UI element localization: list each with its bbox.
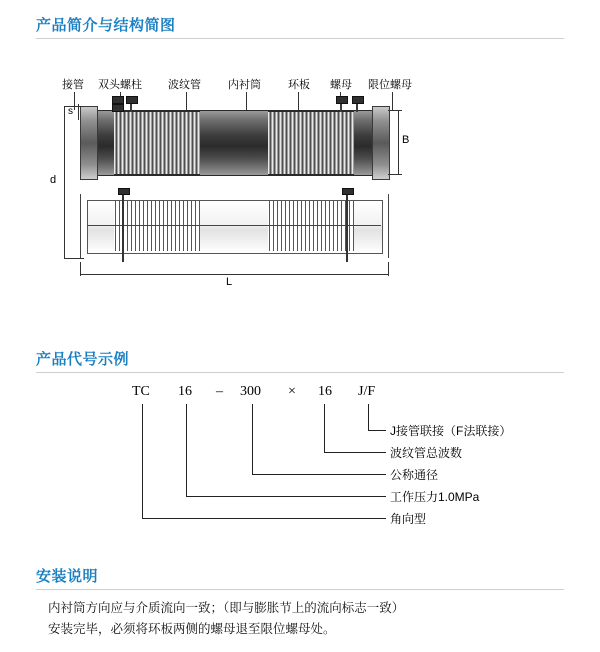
flange-right-outline [388,194,389,258]
dim-tick-L-right [388,262,389,276]
flange-left-outline [80,194,81,258]
centerline-lower [87,225,381,226]
section-divider-install [36,589,564,590]
section-title-code: 产品代号示例 [36,351,130,368]
section-title-install: 安装说明 [36,568,99,585]
limit-nut-upper-right [352,96,364,104]
code-leader-tc [142,404,143,518]
dim-label-B: B [402,134,410,146]
dim-tick-B-top [388,110,402,111]
limit-nut-upper-left [112,104,124,112]
nut-lower-left [118,188,130,195]
dim-line-s [78,104,79,120]
code-token-16-p: 16 [178,384,192,399]
code-tie-tc [142,518,386,519]
dim-label-L: L [226,276,233,288]
code-token-16-w: 16 [318,384,332,399]
code-leader-16-w [324,404,325,452]
nut-lower-right [342,188,354,195]
dim-label-d: d [50,174,57,186]
bellows-right-section [268,111,354,175]
flange-left [80,106,98,180]
callout-label-nut: 螺母 [330,79,352,91]
callout-label-limit-nut: 限位螺母 [368,79,412,91]
code-tie-16-w [324,452,386,453]
callout-label-ring-plate: 环板 [288,79,310,91]
nut-upper-right [336,96,348,104]
code-tie-300 [252,474,386,475]
bellows-right-outline [268,201,354,251]
code-token-jf: J/F [358,384,376,399]
install-note-1: 内衬筒方向应与介质流向一致；（即与膨胀节上的流向标志一致） [48,601,405,615]
installation-notes [48,598,568,640]
structure-diagram [40,62,560,292]
nut-upper-left [112,96,124,104]
code-token-300: 300 [240,384,261,399]
dim-label-s: s [68,106,73,117]
stud-lower-left [122,190,124,262]
dim-tick-d-bottom [64,258,84,259]
dim-tick-L-left [80,262,81,276]
dim-line-d [64,106,65,258]
dim-tick-B-bottom [388,174,402,175]
code-tie-jf [368,430,386,431]
product-code-diagram [40,372,560,532]
code-token-dash: – [216,384,223,399]
code-leader-16-p [186,404,187,496]
callout-label-double-stud: 双头螺柱 [98,79,142,91]
dim-tick-d-top [64,106,84,107]
flange-right [372,106,390,180]
code-desc-type: 角向型 [390,512,427,526]
code-desc-connection: J接管联接（F法联接） [390,424,512,438]
code-leader-300 [252,404,253,474]
code-token-tc: TC [132,384,150,399]
bellows-left-outline [114,201,200,251]
callout-label-joint-pipe: 接管 [62,79,84,91]
bellows-left-section [114,111,200,175]
section-divider-intro [36,38,564,39]
code-token-times: × [288,384,296,399]
code-desc-working-pressure: 工作压力1.0MPa [390,490,480,504]
callout-label-bellows: 波纹管 [168,79,201,91]
dim-line-B [398,110,399,174]
leader-line-joint-pipe [74,92,75,110]
code-desc-wave-count: 波纹管总波数 [390,446,463,460]
leader-line-limit-nut [392,92,393,110]
stud-lower-right [346,190,348,262]
code-leader-jf [368,404,369,430]
code-tie-16-p [186,496,386,497]
code-desc-nominal-diameter: 公称通径 [390,468,439,482]
section-title-intro: 产品简介与结构简图 [36,17,176,34]
callout-label-liner: 内衬筒 [228,79,261,91]
dim-line-L [80,274,388,275]
install-note-2: 安装完毕，必须将环板两侧的螺母退至限位螺母处。 [48,622,336,636]
nut-upper-left-2 [126,96,138,104]
